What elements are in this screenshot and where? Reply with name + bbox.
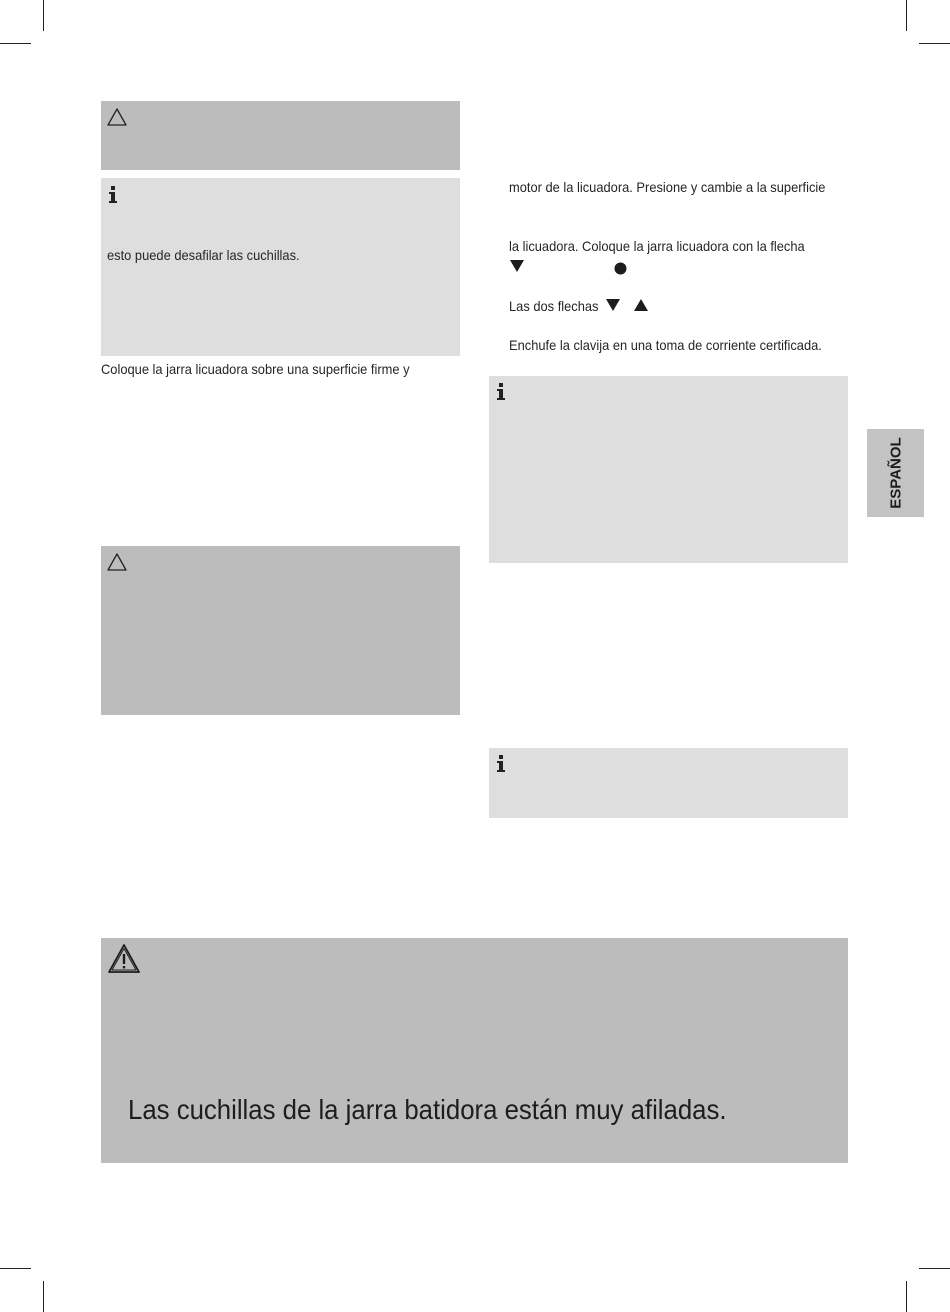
info-icon [496,755,506,773]
info-box [101,178,460,356]
crop-mark [919,43,950,44]
crop-mark [43,1281,44,1312]
arrow-down-icon [510,259,524,273]
crop-mark [0,43,31,44]
warning-box [101,546,460,715]
body-line: la licuadora. Coloque la jarra licuadora con la flecha [509,238,805,254]
language-tab [867,429,924,517]
crop-mark [919,1268,950,1269]
warning-text: Las cuchillas de la jarra batidora están muy afiladas. [128,1094,727,1125]
info-icon [108,186,118,204]
warning-box-large [101,938,848,1163]
arrow-up-icon [634,298,648,312]
body-line: Enchufe la clavija en una toma de corriente certificada. [509,337,822,353]
body-line: Las dos flechas [509,298,599,314]
crop-mark [906,1281,907,1312]
crop-mark [43,0,44,31]
crop-mark [906,0,907,31]
warning-outline-icon [107,553,127,571]
body-line: motor de la licuadora. Presione y cambie a la superficie [509,179,826,195]
body-paragraph: Coloque la jarra licuadora sobre una superficie firme y [101,361,410,377]
info-box [489,748,848,818]
crop-mark [0,1268,31,1269]
arrow-down-icon [606,298,620,312]
language-tab-label: ESPAÑOL [887,437,904,509]
info-box [489,376,848,563]
warning-box [101,101,460,170]
info-icon [496,383,506,401]
warning-outline-icon [107,108,127,126]
info-text: esto puede desafilar las cuchillas. [107,247,300,263]
warning-exclamation-icon [107,943,141,974]
dot-icon [614,262,627,275]
